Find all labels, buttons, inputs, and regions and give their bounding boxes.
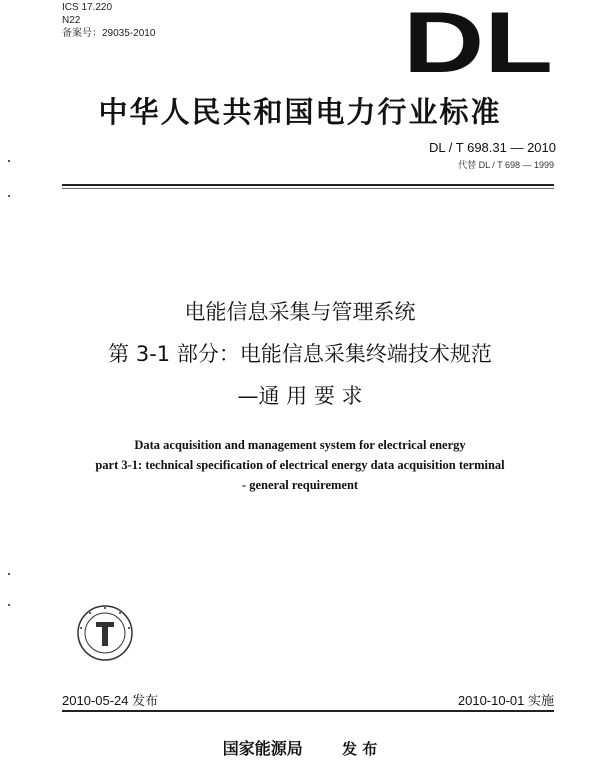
title-en-line3: - general requirement [241, 478, 359, 492]
publication-date: 2010-05-24 发布 [62, 693, 159, 708]
classification-code: N22 [62, 15, 81, 26]
title-cn-line2: 第 3-1 部分：电能信息采集终端技术规范 [108, 342, 492, 366]
header-divider-thin [62, 188, 554, 189]
replaces-standard: 代替 DL / T 698 — 1999 [458, 160, 554, 170]
standard-category-title: 中华人民共和国电力行业标准 [98, 95, 502, 129]
ics-code: ICS 17.220 [62, 2, 113, 13]
scan-speck [8, 195, 10, 197]
title-en-line2: part 3-1: technical specification of electrical energy data acquisition terminal [95, 458, 505, 472]
footer-divider [62, 710, 554, 712]
scan-speck [8, 573, 10, 575]
title-cn-line3: —通 用 要 求 [237, 384, 363, 408]
issuer-line [0, 736, 600, 759]
scan-speck [8, 604, 10, 606]
dl-logo [398, 8, 558, 76]
title-cn-line1: 电能信息采集与管理系统 [184, 300, 416, 324]
standard-number: DL / T 698.31 — 2010 [429, 140, 556, 155]
header-divider [62, 184, 554, 186]
title-en-line1: Data acquisition and management system for electrical energy [134, 438, 466, 452]
filing-number: 备案号：29035-2010 [62, 28, 156, 39]
scan-speck [8, 160, 10, 162]
effective-date: 2010-10-01 实施 [457, 693, 554, 708]
dl-logo-text: DL [403, 8, 553, 76]
publisher-seal-icon [76, 604, 134, 662]
issuer-action: 发 布 [341, 740, 378, 758]
issuer-name: 国家能源局 [222, 739, 303, 758]
